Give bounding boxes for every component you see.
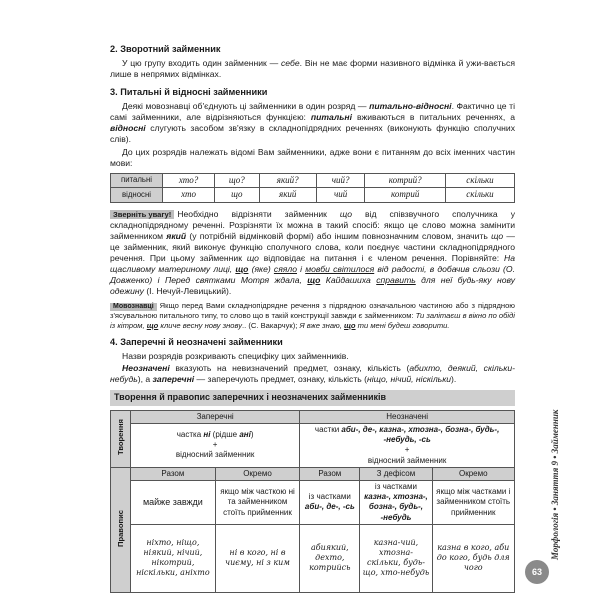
text-italic: себе <box>280 57 300 68</box>
section-2-paragraph <box>110 58 515 80</box>
text: із частками <box>308 492 351 502</box>
table-cell: що <box>215 188 259 203</box>
text: . Він не має форми називного відмінка й ужи-вається лише в непрямих відмінках. <box>110 57 515 79</box>
term: Неозначені <box>122 363 170 374</box>
text: ти мені будеш говорити. <box>355 320 450 330</box>
text: частки <box>314 424 342 434</box>
text: частка <box>176 429 204 439</box>
indefinite-creation <box>300 423 515 467</box>
text: слугують засобом зв'язку в складнопідрядних реченнях (виконують функцію сполучних слів). <box>110 123 515 145</box>
table-cell: чий? <box>316 173 365 188</box>
page-number: 63 <box>525 560 549 584</box>
page-content <box>110 44 515 593</box>
table-cell: чий <box>316 188 365 203</box>
section-2-title: 2. Зворотний займенник <box>110 44 221 54</box>
text: .. (С. Вакарчук); <box>242 320 300 330</box>
plus-sign: + <box>212 440 218 450</box>
example-cell: казна-чий, хтозна-скільки, будь-що, хто-небудь <box>360 524 432 592</box>
table-banner: Творення й правопис заперечних і неозначених займенників <box>110 390 515 406</box>
text: від радості, в добачив сльози (О. Довженко) і Перед святками Мотря ждала, <box>110 263 515 285</box>
table-cell: хто <box>163 188 215 203</box>
section-3-paragraph-1 <box>110 101 515 145</box>
text: із частками <box>374 481 417 491</box>
text: сяяло <box>273 263 298 274</box>
table-row <box>111 524 515 592</box>
spelling-label-cell <box>111 467 131 592</box>
remark-badge: Мовознавці <box>110 303 157 312</box>
col-header: З дефісом <box>360 467 432 480</box>
example-sentence <box>299 321 449 330</box>
text: від співзвучного сполучника у складнопідрядному реченні. Розрізняти їх можна в такий спосіб: якщо це слово можна замінити займенником <box>110 208 515 241</box>
text: що <box>307 274 321 285</box>
col-header: Разом <box>300 467 360 480</box>
text: вживаються в питальних реченнях, а <box>351 112 515 123</box>
term: заперечні <box>152 374 195 385</box>
text: (у потрібній відмінковій формі) або іншим повнозначним словом, значить <box>186 230 492 241</box>
term: який <box>166 230 187 241</box>
term: аби-, де-, -сь <box>304 502 355 512</box>
text: Ти залітаєш в вікно по обіді із кітром, <box>110 311 515 330</box>
table-cell: якщо між часткою ні та займенником стоїть прийменник <box>215 480 299 524</box>
example-cell: казна в кого, аби до кого, будь для чого <box>432 524 514 592</box>
text: вказують на невизначений предмет, ознаку, кількість ( <box>169 363 410 374</box>
term: аби-, де-, казна-, хтозна-, бозна-, будь-, -небудь, -сь <box>341 424 500 445</box>
text: Я вже знаю, <box>299 320 344 330</box>
table-cell <box>360 480 432 524</box>
text: для неї будь-яку нову одежину <box>110 274 515 296</box>
text: (яке) <box>248 263 274 274</box>
table-cell: який? <box>259 173 316 188</box>
text: ) <box>250 429 254 439</box>
text: і <box>297 263 306 274</box>
row-label: питальні <box>111 173 163 188</box>
text: ). <box>451 374 457 385</box>
creation-label: Творення <box>115 419 125 456</box>
text-italic: абихто, деякий, скільки-небудь <box>110 363 515 385</box>
text-italic: що <box>339 208 353 219</box>
running-head-text: Морфологія • Заняття 9 • Займенник <box>550 409 560 560</box>
text: Кайдашиха <box>320 274 377 285</box>
term: ані <box>239 429 251 439</box>
section-3-paragraph-2: До цих розрядів належать відомі Вам займенники, адже вони є питанням до всіх іменних частин мови: <box>110 146 515 168</box>
text: кличе весну нову знову <box>158 320 243 330</box>
header-indefinite: Неозначені <box>300 410 515 423</box>
table-cell: скільки <box>445 188 514 203</box>
table-cell: який <box>259 188 316 203</box>
col-header: Разом <box>131 467 216 480</box>
pronoun-table <box>110 173 515 203</box>
header-negative: Заперечні <box>131 410 300 423</box>
text: Якщо перед Вами складнопідрядне речення з підрядною означальною частиною або з підрядною з'ясувальною питального типу, то слово що в такій конструкції завжди є займенником: <box>110 300 515 321</box>
text: що <box>146 320 159 330</box>
text: що <box>344 320 356 330</box>
term: питальні <box>310 112 352 123</box>
example-cell: абиякий, дехто, котрийсь <box>300 524 360 592</box>
table-row <box>111 188 515 203</box>
term: ні <box>203 429 211 439</box>
table-row <box>111 480 515 524</box>
text: (І. Нечуй-Левицький). <box>143 285 232 296</box>
text: відносний займенник <box>175 450 255 460</box>
section-4-paragraph-1: Назви розрядів розкривають специфіку цих займенників. <box>122 350 349 361</box>
linguist-remark <box>110 301 515 331</box>
negative-creation <box>131 423 300 467</box>
table-row <box>111 173 515 188</box>
text-italic: ніщо, нічий, ніскільки <box>367 374 452 385</box>
table-cell: майже завжди <box>131 480 216 524</box>
text: — це займенник, який виконує функцію сполучного слова, коли поєднує частини складнопідрядного речення. При цьому займенник <box>110 230 515 263</box>
text-italic: що <box>491 230 504 241</box>
section-4-paragraph-2 <box>110 363 515 385</box>
table-row <box>111 410 515 423</box>
table-cell: що? <box>215 173 259 188</box>
table-cell: якщо між частками і займенником стоїть прийменник <box>432 480 514 524</box>
table-cell: котрий <box>365 188 446 203</box>
text: На щасливому материному лиці, <box>110 252 515 274</box>
spelling-label: Правопис <box>115 509 125 547</box>
text: — заперечують предмет, ознаку, кількість ( <box>194 374 367 385</box>
table-cell: хто? <box>163 173 215 188</box>
table-cell: скільки <box>445 173 514 188</box>
text: Необхідно відрізняти займенник <box>177 208 340 219</box>
spelling-table <box>110 410 515 593</box>
plus-sign: + <box>404 445 410 455</box>
text: (рідше <box>210 429 240 439</box>
text: справить <box>376 274 416 285</box>
term: питально-відносні <box>369 101 452 112</box>
text: У цю групу входить один займенник — <box>122 57 281 68</box>
table-cell: котрий? <box>365 173 446 188</box>
section-3-title: 3. Питальні й відносні займенники <box>110 87 268 98</box>
table-row <box>111 467 515 480</box>
table-row <box>111 423 515 467</box>
table-cell <box>300 480 360 524</box>
text: ), а <box>137 374 153 385</box>
text: Деякі мовознавці об'єднують ці займенники в один розряд — <box>122 101 370 112</box>
col-header: Окремо <box>432 467 514 480</box>
text-italic: що <box>246 252 259 263</box>
running-head <box>528 360 558 560</box>
row-label: відносні <box>111 188 163 203</box>
text: відносний займенник <box>367 455 447 465</box>
text: мовби світилося <box>305 263 375 274</box>
term: відносні <box>110 123 146 134</box>
term: казна-, хтозна-, бозна-, будь-, -небудь <box>364 492 428 522</box>
attention-badge: Зверніть увагу! <box>110 210 174 220</box>
attention-note <box>110 209 515 297</box>
section-4-title: 4. Заперечні й неозначені займенники <box>110 336 283 347</box>
col-header: Окремо <box>215 467 299 480</box>
example-cell: ні в кого, ні в чиєму, ні з ким <box>215 524 299 592</box>
text: . Фактично це ті самі займенники, але відрізняються функцією: <box>110 101 515 123</box>
text: відповідає на питання і є членом речення. Порівняйте: <box>258 252 504 263</box>
text: що <box>235 263 249 274</box>
example-cell: ніхто, ніщо, ніякий, нічий, нікотрий, ніскільки, аніхто <box>131 524 216 592</box>
